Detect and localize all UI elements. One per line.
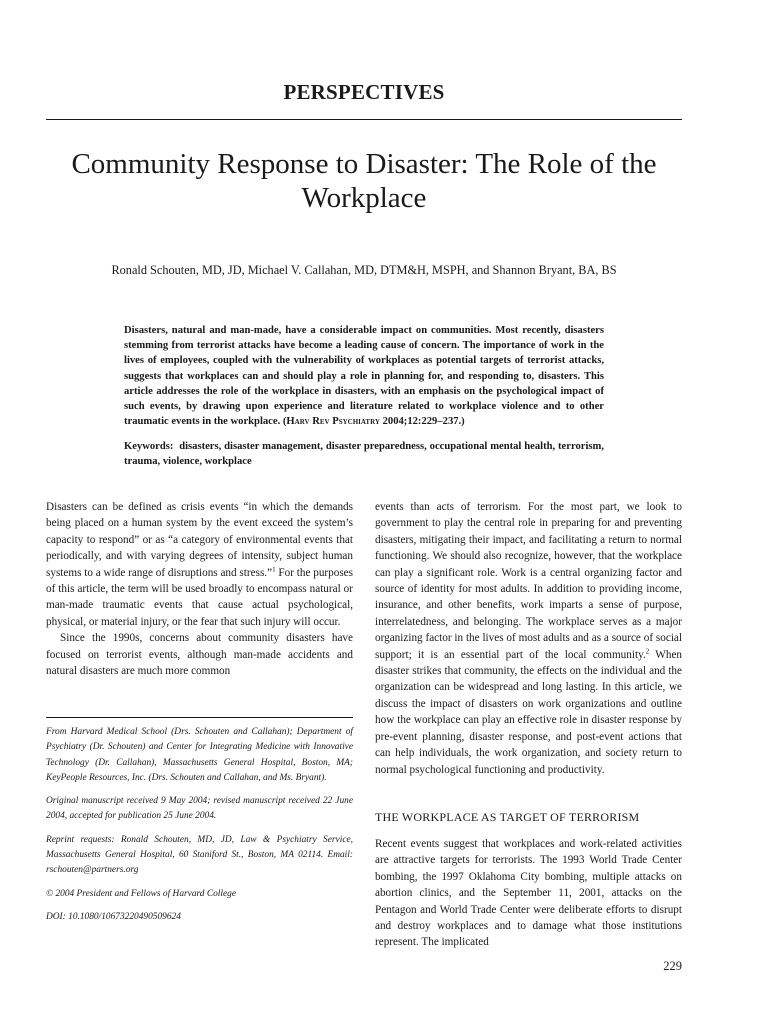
footnote-copyright: © 2004 President and Fellows of Harvard College — [46, 888, 237, 899]
header-rule — [46, 119, 682, 120]
body-text: events than acts of terrorism. For the most part, we look to government to play the central role in preparing for and preventing disasters, mitigating their impact, and facilitating a return to normal functioning. We should also recognize, however, that the workplace can play a significant role. Work is a central organizing factor and source of identity for most adults. In addition to providing income, insurance, and other benefits, work imparts a sense of purpose, interrelatedness, and belonging. The workplace serves as a major organizing factor in the lives of most adults and as a source of social support; it is an essential part of the local community. — [375, 501, 682, 661]
footnote-reprint: Reprint requests: Ronald Schouten, MD, JD, Law & Psychiatry Service, Massachusetts General Hospital, 60 Staniford St., Boston, MA 02114. Email: rschouten@partners.org — [46, 834, 353, 876]
footnote-doi: DOI: 10.1080/10673220490509624 — [46, 911, 181, 922]
keywords-list: disasters, disaster management, disaster preparedness, occupational mental health, terrorism, trauma, violence, workplace — [124, 441, 605, 468]
section-subheading: THE WORKPLACE AS TARGET OF TERRORISM — [375, 810, 640, 824]
body-paragraph — [46, 499, 353, 630]
author-list: Ronald Schouten, MD, JD, Michael V. Callahan, MD, DTM&H, MSPH, and Shannon Bryant, BA, BS — [111, 263, 617, 277]
keywords-label: Keywords: — [124, 441, 174, 452]
abstract-journal: Harv Rev Psychiatry — [286, 416, 380, 428]
body-paragraph: Recent events suggest that workplaces and work-related activities are attractive targets for terrorists. The 1993 World Trade Center bombing, the 1997 Oklahoma City bombing, multiple attacks on abortion clinics, and the September 11, 2001, attacks on the Pentagon and World Trade Center were deliberate efforts to disrupt and destroy workplaces and to damage what those institutions represent. The implicated — [375, 838, 682, 949]
abstract-citation: 2004;12:229–237.) — [379, 416, 465, 428]
body-column-right-continued — [375, 836, 682, 951]
abstract — [124, 323, 604, 429]
reference-marker: 1 — [272, 564, 276, 573]
keywords — [124, 439, 604, 470]
footnote-affiliation: From Harvard Medical School (Drs. Schouten and Callahan); Department of Psychiatry (Dr. Schouten) and Center for Integrating Medicine with Innovative Technology (Dr. Callahan), Massachusetts General Hospital, Boston, MA; KeyPeople Resources, Inc. (Drs. Schouten and Callahan, and Ms. Bryant). — [46, 727, 353, 783]
body-paragraph: Since the 1990s, concerns about community disasters have focused on terrorist events, although man-made accidents and natural disasters are much more common — [46, 632, 353, 678]
footnote-rule — [46, 717, 353, 718]
body-text: Disasters can be defined as crisis events “in which the demands being placed on a human system by the event exceed the system’s capacity to respond” or as “a category of environmental events that periodically, and with varying degrees of intensity, subject human systems to a wide range of disruptions and stress.” — [46, 501, 353, 579]
footnote-received: Original manuscript received 9 May 2004; revised manuscript received 22 June 2004, accepted for publication 25 June 2004. — [46, 796, 353, 822]
article-title: Community Response to Disaster: The Role of the Workplace — [71, 148, 657, 214]
page-number: 229 — [663, 959, 682, 973]
section-heading: PERSPECTIVES — [283, 80, 445, 104]
body-paragraph — [375, 499, 682, 778]
abstract-text: Disasters, natural and man-made, have a considerable impact on communities. Most recently, disasters stemming from terrorist attacks have become a leading cause of concern. The importance of work in the lives of employees, coupled with the vulnerability of workplaces as potential targets of terrorist attacks, suggests that workplaces can and should play a role in planning for, and responding to, disasters. This article addresses the role of the workplace in disasters, with an emphasis on the psychological impact of such events, by drawing upon experience and literature related to workplace violence and to other traumatic events in the workplace. ( — [124, 325, 604, 428]
body-text: When disaster strikes that community, the effects on the individual and the organization can be widespread and long lasting. In this article, we discuss the impact of disasters on work organizations and outline how the workplace can play an effective role in disaster response by pre-event planning, disaster response, and post-event actions that can help individuals, the work organization, and society return to normal psychological functioning and productivity. — [375, 648, 682, 776]
reference-marker: 2 — [645, 646, 650, 655]
footnotes — [46, 725, 353, 933]
body-column-left — [46, 499, 353, 679]
body-text: For the purposes of this article, the term will be used broadly to encompass natural or man-made traumatic events that cause actual psychological, physical, or material injury, or the fear that such injury will occur. — [46, 566, 353, 628]
body-column-right — [375, 499, 682, 778]
